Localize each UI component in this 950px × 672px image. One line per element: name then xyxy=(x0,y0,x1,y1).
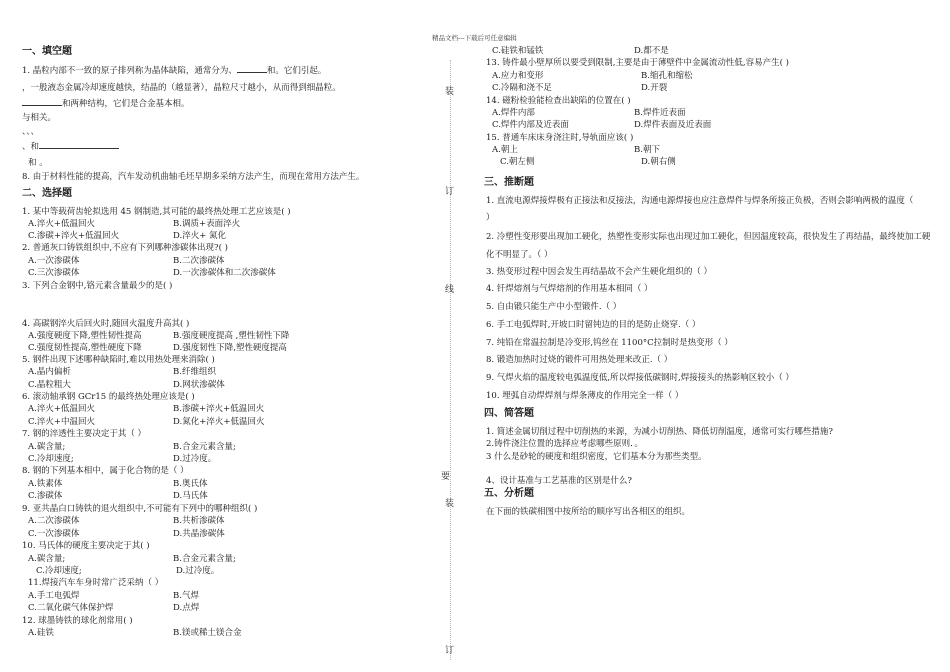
option-b: B.渗碳+淬火+低温回火 xyxy=(173,404,265,414)
option-b: B.镁或稀土镁合金 xyxy=(173,628,242,638)
binding-char: 订 xyxy=(445,187,455,197)
option-c: C.三次渗碳体 xyxy=(28,268,80,278)
choice-question-14: 14. 磁粉检验能检查出缺陷的位置在( ) xyxy=(486,96,631,106)
short-answer-2: 2.铸件浇注位置的选择应考虑哪些原则．。 xyxy=(486,439,643,449)
binding-char: 线 xyxy=(445,285,455,295)
option-d: D.强度韧性下降,塑性硬度提高 xyxy=(173,343,287,353)
option-d: D.开裂 xyxy=(641,83,668,93)
choice-question-4: 4. 高碳钢淬火后回火时,随回火温度升高其( ) xyxy=(22,319,190,329)
option-a: A.碳含量; xyxy=(28,442,66,452)
choice-question-1: 1. 某中等载荷齿轮拟选用 45 钢制造,其可能的最终热处理工艺应该是( ) xyxy=(22,207,291,217)
option-b: B.二次渗碳体 xyxy=(173,256,225,266)
option-a: A.碳含量; xyxy=(28,554,66,564)
judgement-7: 7. 纯铅在常温拉制是冷变形,钨丝在 1100°C拉制时是热变形（ ） xyxy=(486,338,733,348)
option-a: A.淬火+低温回火 xyxy=(28,219,95,229)
choice-question-11: 11.焊接汽车车身时常广泛采纳（ ） xyxy=(28,578,164,588)
choice-question-15: 15. 普通车床床身浇注时,导轨面应该( ) xyxy=(486,133,634,143)
option-c: C.强度韧性提高,塑性硬度下降 xyxy=(28,343,142,353)
short-answer-3: 3 什么是砂轮的硬度和组织密度，它们基本分为那些类型。 xyxy=(486,452,707,462)
section-analysis-title: 五、分析题 xyxy=(484,488,534,499)
option-d: D.都不是 xyxy=(634,46,669,56)
option-d: D.氮化+淬火+低温回火 xyxy=(173,417,265,427)
option-d: D.焊件表面及近表面 xyxy=(634,120,712,130)
fill-question-line: 和 。 xyxy=(28,158,48,168)
choice-question-8: 8. 钢的下列基本相中，属于化合物的是（ ） xyxy=(22,466,189,476)
judgement-8: 8. 锻造加热时过烧的锻件可用热处理来改正.（ ） xyxy=(486,355,673,365)
binding-char: 装 xyxy=(445,87,455,97)
choice-question-2: 2. 普通灰口铸铁组织中,不应有下列哪种渗碳体出现?( ) xyxy=(22,243,228,253)
option-c: C.焊件内部及近表面 xyxy=(492,120,569,130)
judgement-3: 3. 热变形过程中因会发生再结晶故不会产生硬化组织的（ ） xyxy=(486,267,713,277)
option-d: D.朝右侧 xyxy=(641,157,676,167)
option-c: C.一次渗碳体 xyxy=(28,529,80,539)
option-b: B.焊件近表面 xyxy=(634,108,686,118)
choice-question-5: 5. 钢件出现下述哪种缺陷时,难以用热处理来消除( ) xyxy=(22,355,215,365)
choice-question-3: 3. 下列合金钢中,铬元素含量最少的是( ) xyxy=(22,281,173,291)
option-b: B.调质+表面淬火 xyxy=(173,219,241,229)
choice-question-7: 7. 钢的淬透性主要决定于其（ ） xyxy=(22,429,147,439)
judgement-6: 6. 手工电弧焊时,开坡口时留钝边的目的是防止烧穿.（ ） xyxy=(486,320,701,330)
option-c: C.冷却速度; xyxy=(36,566,82,576)
option-c: C.二氧化碳气体保护焊 xyxy=(28,603,114,613)
option-a: A.应力和变形 xyxy=(492,71,544,81)
choice-question-10: 10. 马氏体的硬度主要决定于其( ) xyxy=(22,541,150,551)
option-a: A.淬火+低温回火 xyxy=(28,404,95,414)
option-b: B.合金元素含量; xyxy=(173,442,236,452)
fill-question-line: 、、、 xyxy=(22,127,40,137)
section-fill-in-title: 一、填空题 xyxy=(22,46,72,57)
choice-question-6: 6. 滚动轴承钢 GCr15 的最终热处理应该是( ) xyxy=(22,392,195,402)
judgement-1-tail: ） xyxy=(486,213,495,223)
judgement-9: 9. 气焊火焰的温度较电弧温度低,所以焊接低碳钢时,焊接接头的热影响区较小（ ） xyxy=(486,373,794,383)
option-a: A.焊件内部 xyxy=(492,108,535,118)
option-b: B.缩孔和缩松 xyxy=(641,71,693,81)
option-c: C.朝左侧 xyxy=(500,157,535,167)
option-c: C.淬火+中温回火 xyxy=(28,417,96,427)
option-a: A.硅铁 xyxy=(28,628,54,638)
option-a: A.朝上 xyxy=(492,145,518,155)
fill-question-line: 和两种结构，它们是合金基本相。 xyxy=(22,100,190,109)
option-b: B.纤维组织 xyxy=(173,367,216,377)
option-c: C.渗碳+淬火+低温回火 xyxy=(28,231,120,241)
choice-question-13: 13. 铸件最小壁厚所以要受到限制,主要是由于薄壁件中金属流动性低,容易产生( ) xyxy=(486,58,789,68)
option-d: D.一次渗碳体和二次渗碳体 xyxy=(173,268,276,278)
short-answer-1: 1. 简述金属切削过程中切削热的来源，为减小切削热、降低切削温度，通常可实行哪些措施? xyxy=(486,427,833,437)
option-b: B.合金元素含量; xyxy=(173,554,236,564)
option-b: B.强度硬度提高 ,塑性韧性下降 xyxy=(173,331,290,341)
section-short-answer-title: 四、简答题 xyxy=(484,408,534,419)
judgement-10: 10. 埋弧自动焊焊剂与焊条薄皮的作用完全一样（ ） xyxy=(486,391,684,401)
option-a: A.手工电弧焊 xyxy=(28,591,80,601)
option-c: C.渗碳体 xyxy=(28,491,63,501)
option-c: C.硅铁和锰铁 xyxy=(492,46,544,56)
answer-blank xyxy=(237,72,267,73)
option-a: A.二次渗碳体 xyxy=(28,516,80,526)
short-answer-4: 4、设计基准与工艺基准的区别是什么? xyxy=(486,476,632,486)
option-d: D.点焊 xyxy=(173,603,200,613)
option-d: D.马氏体 xyxy=(173,491,208,501)
option-a: A.一次渗碳体 xyxy=(28,256,80,266)
option-c: C.晶粒粗大 xyxy=(28,380,71,390)
option-b: B.气焊 xyxy=(173,591,199,601)
option-b: B.共析渗碳体 xyxy=(173,516,225,526)
binding-char: 订 xyxy=(445,646,455,656)
judgement-4: 4. 钎焊熔剂与气焊熔剂的作用基本相同（ ） xyxy=(486,284,653,294)
option-b: B.朝下 xyxy=(634,145,660,155)
fill-question-line: 与相关。 xyxy=(22,113,57,123)
page-header: 精品文档---下载后可任意编辑 xyxy=(432,34,517,42)
fill-question-1: 1. 晶粒内部不一致的原子排列称为晶体缺陷，通常分为、 和。它们引起。 xyxy=(22,66,327,76)
binding-char: 装 xyxy=(445,499,455,509)
option-a: A.强度硬度下降,塑性韧性提高 xyxy=(28,331,142,341)
answer-blank xyxy=(39,148,119,149)
judgement-5: 5. 自由锻只能生产中小型锻件.（ ） xyxy=(486,302,622,312)
binding-char: 要 xyxy=(441,472,451,482)
judgement-2-tail: 化不明显了。（ ） xyxy=(486,250,553,260)
judgement-1: 1. 直流电源焊接焊极有正接法和反接法，沟通电源焊接也应注意焊件与焊条所接正负极，否则会影响两极的温度（ xyxy=(486,196,914,206)
option-d: D.共晶渗碳体 xyxy=(173,529,225,539)
option-d: D.过冷度。 xyxy=(176,566,220,576)
answer-blank xyxy=(22,105,62,106)
fill-question-line: ，一般液态金属冷却速度越快，结晶的（越显著），晶粒尺寸越小，从而得到细晶粒。 xyxy=(22,83,341,93)
judgement-2: 2. 冷塑性变形要出现加工硬化，热塑性变形实际也出现过加工硬化，但因温度较高，很快发生了再结晶，最终使加工硬 xyxy=(486,232,931,242)
section-choice-title: 二、选择题 xyxy=(22,188,72,199)
option-c: C.冷隔和浇不足 xyxy=(492,83,552,93)
option-c: C.冷却速度; xyxy=(28,454,74,464)
analysis-prompt: 在下面的铁碳相图中按所给的顺序写出各相区的组织。 xyxy=(486,507,691,517)
fill-question-8: 8. 由于材料性能的提高，汽车发动机曲轴毛坯早期多采纳方法产生，而现在常用方法产生。 xyxy=(22,172,365,182)
choice-question-9: 9. 亚共晶白口铸铁的退火组织中,不可能有下列中的哪种组织( ) xyxy=(22,504,258,514)
choice-question-12: 12. 球墨铸铁的球化剂常用( ) xyxy=(22,616,133,626)
option-b: B.奥氏体 xyxy=(173,479,208,489)
option-a: A.铁素体 xyxy=(28,479,63,489)
option-d: D.网状渗碳体 xyxy=(173,380,225,390)
fill-question-line: 、和 xyxy=(22,143,119,152)
option-a: A.晶内偏析 xyxy=(28,367,71,377)
option-d: D.淬火+ 氮化 xyxy=(173,231,227,241)
binding-line xyxy=(450,60,451,660)
option-d: D.过冷度。 xyxy=(173,454,217,464)
section-judgement-title: 三、推断题 xyxy=(484,177,534,188)
